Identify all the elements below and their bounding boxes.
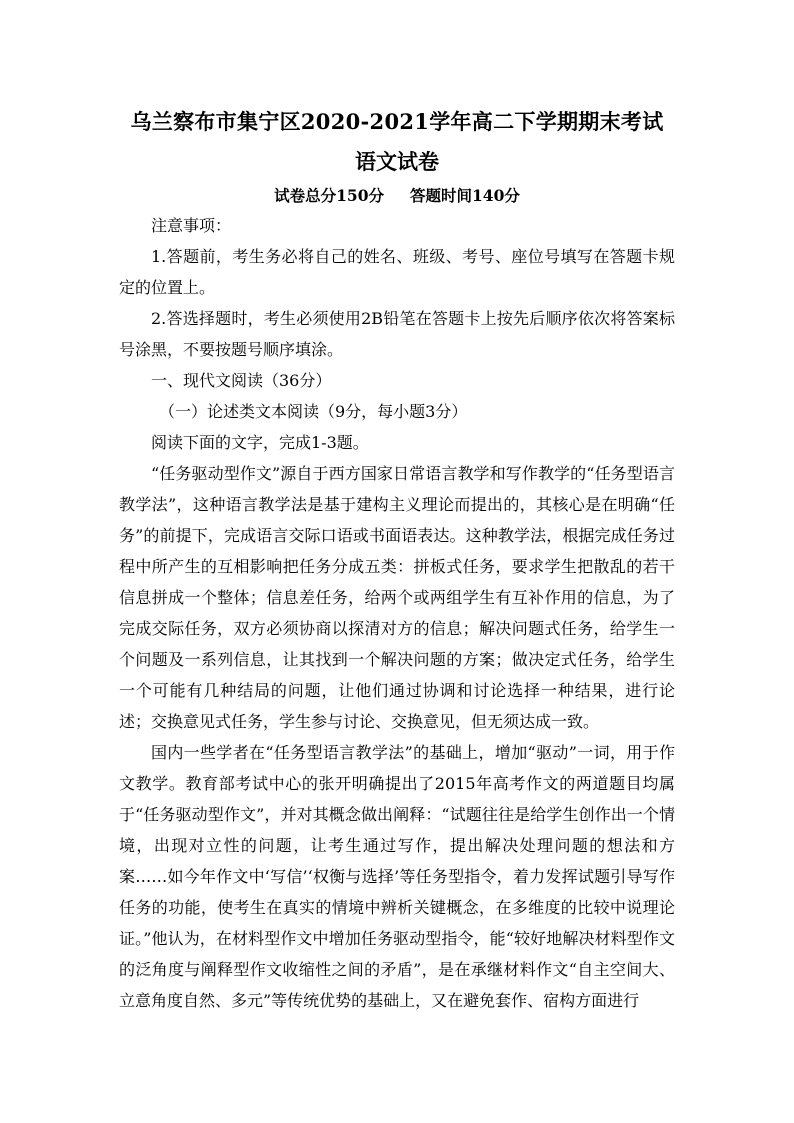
- note-item-2: 2.答选择题时，考生必须使用2B铅笔在答题卡上按先后顺序依次将答案标号涂黑，不要按题号顺序填涂。: [119, 309, 675, 359]
- reading-instruction: 阅读下面的文字，完成1-3题。: [151, 433, 369, 452]
- exam-body: [119, 210, 675, 1016]
- subsection-heading: （一）论述类文本阅读（9分，每小题3分）: [159, 402, 468, 421]
- section-heading: 一、现代文阅读（36分）: [151, 371, 332, 390]
- exam-meta: [0, 184, 794, 206]
- notes-heading: 注意事项：: [151, 216, 232, 235]
- exam-title: 乌兰察布市集宁区2020-2021学年高二下学期期末考试: [130, 109, 664, 134]
- note-item-1: 1.答题前，考生务必将自己的姓名、班级、考号、座位号填写在答题卡规定的位置上。: [119, 247, 675, 297]
- passage-paragraph: “任务驱动型作文”源自于西方国家日常语言教学和写作教学的“任务型语言教学法”，这种语言教学法是基于建构主义理论而提出的，其核心是在明确“任务”的前提下，完成语言交际口语或书面语表达。这种教学法，根据完成任务过程中所产生的互相影响把任务分成五类：拼板式任务，要求学生把散乱的若干信息拼成一个整体；信息差任务，给两个或两组学生有互补作用的信息，为了完成交际任务，双方必须协商以探清对方的信息；解决问题式任务，给学生一个问题及一系列信息，让其找到一个解决问题的方案；做决定式任务，给学生一个可能有几种结局的问题，让他们通过协调和讨论选择一种结果，进行论述；交换意见式任务，学生参与讨论、交换意见，但无须达成一致。: [119, 464, 675, 731]
- exam-time: 答题时间140分: [410, 186, 520, 205]
- passage-paragraph: 国内一些学者在“任务型语言教学法”的基础上，增加“驱动”一词，用于作文教学。教育部考试中心的张开明确提出了2015年高考作文的两道题目均属于“任务驱动型作文”，并对其概念做出阐释：“试题往往是给学生创作出一个情境，出现对立性的问题，让考生通过写作，提出解决处理问题的想法和方案……如今年作文中‘写信’‘权衡与选择’等任务型指令，着力发挥试题引导写作任务的功能，使考生在真实的情境中辨析关键概念，在多维度的比较中说理论证。”他认为，在材料型作文中增加任务驱动型指令，能“较好地解决材料型作文的泛角度与阐释型作文收缩性之间的矛盾”，是在承继材料作文“自主空间大、立意角度自然、多元”等传统优势的基础上，又在避免套作、宿构方面进行: [119, 743, 675, 1010]
- total-score: 试卷总分150分: [274, 186, 384, 205]
- exam-subtitle: 语文试卷: [355, 149, 439, 174]
